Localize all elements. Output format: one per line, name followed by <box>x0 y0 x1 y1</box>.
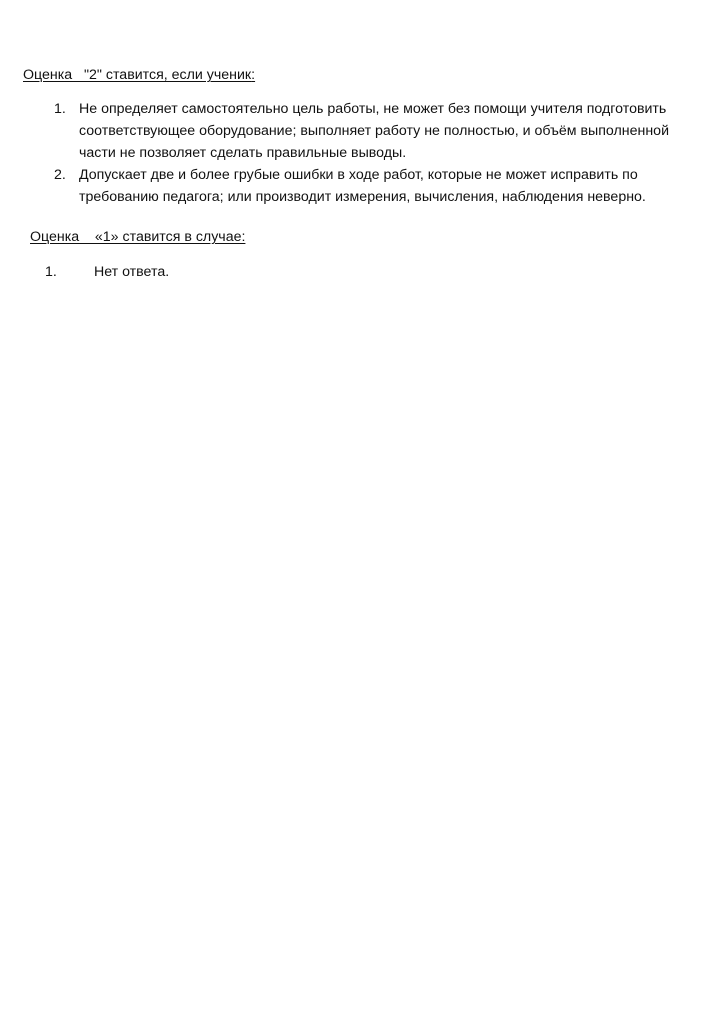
list-item-text: Допускает две и более грубые ошибки в ходе работ, которые не может исправить по требованию педагога; или производит измерения, вычисления, наблюдения неверно. <box>79 167 646 205</box>
list-item-number: 2. <box>54 167 66 183</box>
list-item <box>54 98 674 164</box>
list-item-text: Нет ответа. <box>94 264 170 280</box>
list-item <box>45 261 645 283</box>
criteria-list-grade-1 <box>45 261 645 283</box>
list-item-number: 1. <box>54 101 66 117</box>
section-heading-grade-1: Оценка «1» ставится в случае: <box>30 229 246 245</box>
list-item-number: 1. <box>45 264 57 280</box>
criteria-list-grade-2 <box>54 98 674 208</box>
list-item-text: Не определяет самостоятельно цель работы, не может без помощи учителя подготовить соответствующее оборудование; выполняет работу не полностью, и объём выполненной части не позволяет сделать правильные выводы. <box>79 101 669 161</box>
list-item <box>54 164 674 208</box>
section-heading-grade-2-colon: : <box>251 67 256 83</box>
section-heading-grade-2 <box>23 65 255 85</box>
section-heading-grade-2-text: Оценка "2" ставится, если ученик <box>23 67 252 83</box>
